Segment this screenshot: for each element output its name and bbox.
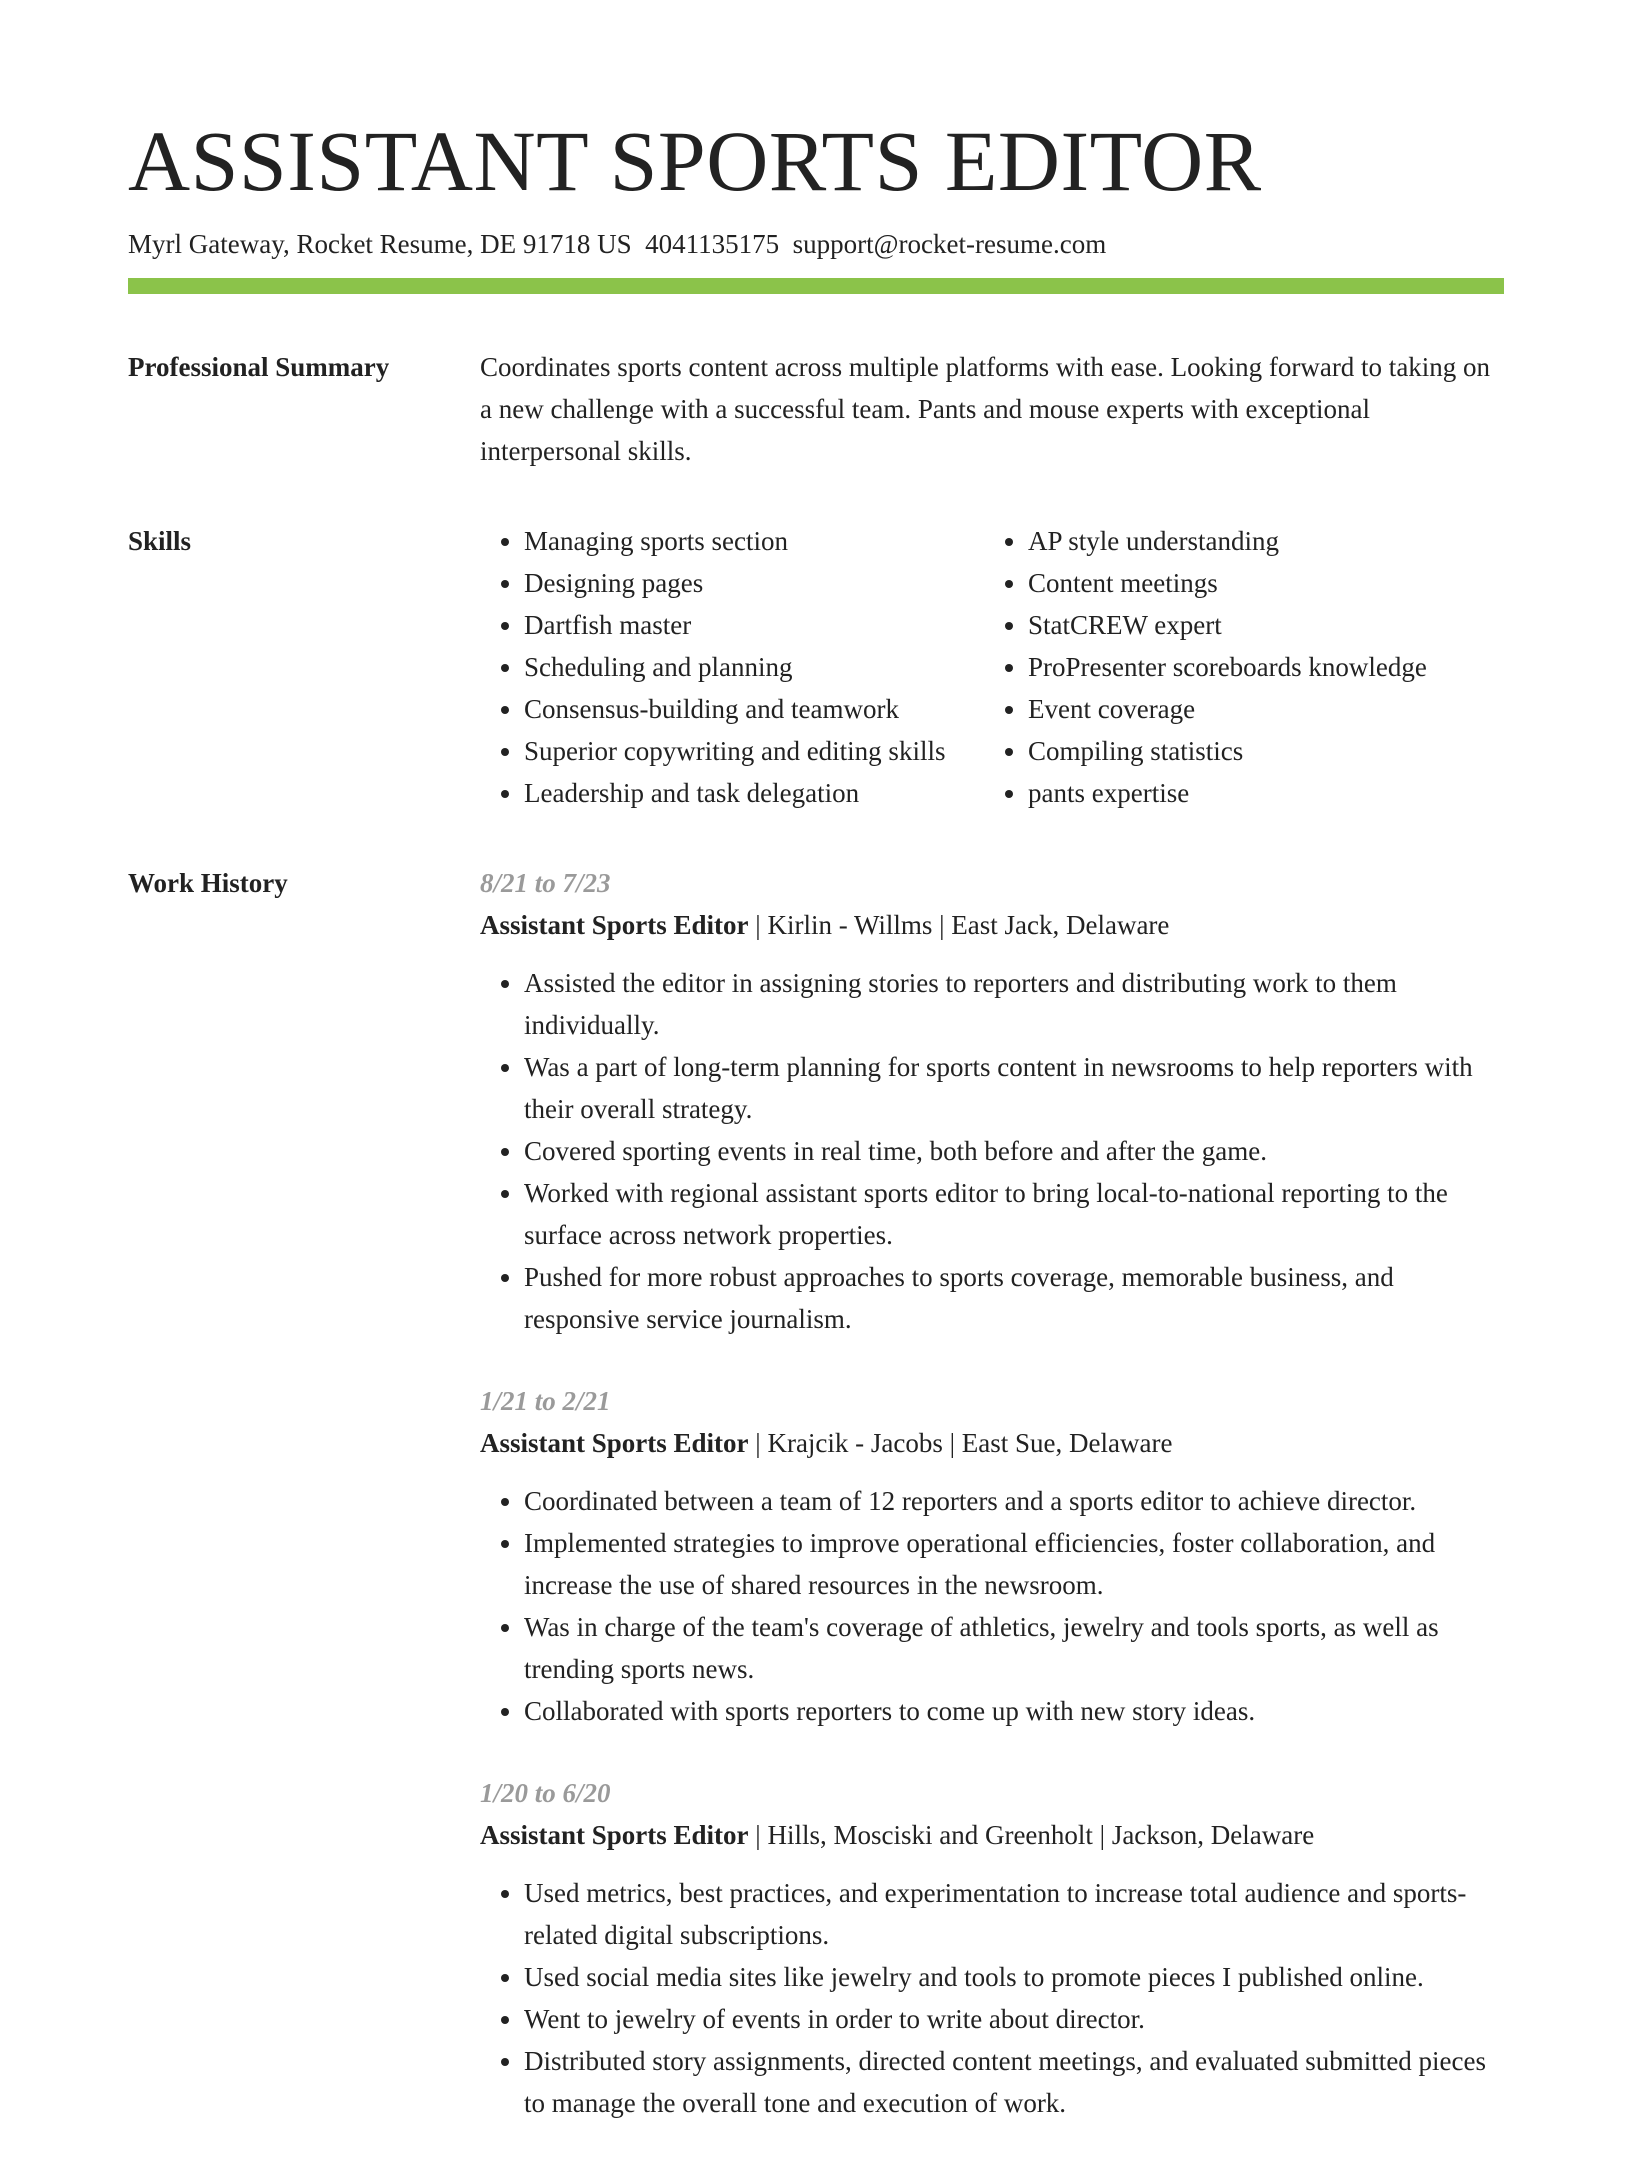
job-entry <box>480 862 1504 1340</box>
job-bullet: • Worked with regional assistant sports editor to bring local-to-national reporting to the surface across network properties. <box>524 1172 1504 1256</box>
job-bullets <box>480 962 1504 1340</box>
skills-heading: Skills <box>128 526 192 557</box>
skills-column-1 <box>480 520 984 814</box>
job-employer-location: | Kirlin - Willms | East Jack, Delaware <box>748 910 1170 941</box>
skill-item: • Event coverage <box>1028 688 1427 730</box>
job-employer-location: | Hills, Mosciski and Greenholt | Jackson, Delaware <box>748 1820 1315 1851</box>
summary-heading: Professional Summary <box>128 352 390 383</box>
job-bullet: • Used social media sites like jewelry and tools to promote pieces I published online. <box>524 1956 1504 1998</box>
job-bullet: • Used metrics, best practices, and experimentation to increase total audience and sports-related digital subscriptions. <box>524 1872 1504 1956</box>
job-bullet: • Pushed for more robust approaches to sports coverage, memorable business, and responsive service journalism. <box>524 1256 1504 1340</box>
skill-item: • Consensus-building and teamwork <box>524 688 984 730</box>
job-dates: 1/21 to 2/21 <box>480 1386 611 1417</box>
resume-title: ASSISTANT SPORTS EDITOR <box>128 113 1262 209</box>
job-title: Assistant Sports Editor <box>480 1820 749 1851</box>
job-entry <box>480 1380 1504 1732</box>
skill-item: • Managing sports section <box>524 520 984 562</box>
summary-section <box>128 346 1504 472</box>
job-heading <box>480 1814 1504 1856</box>
job-bullet: • Was in charge of the team's coverage of athletics, jewelry and tools sports, as well as trending sports news. <box>524 1606 1504 1690</box>
job-employer-location: | Krajcik - Jacobs | East Sue, Delaware <box>748 1428 1173 1459</box>
skill-item: • ProPresenter scoreboards knowledge <box>1028 646 1427 688</box>
work-history-list <box>480 862 1504 2164</box>
job-dates: 8/21 to 7/23 <box>480 868 611 899</box>
skill-item: • pants expertise <box>1028 772 1427 814</box>
skill-item: • Compiling statistics <box>1028 730 1427 772</box>
contact-phone: 4041135175 <box>645 229 780 259</box>
skills-list <box>480 520 1504 814</box>
work-history-heading: Work History <box>128 868 288 899</box>
skill-item: • Leadership and task delegation <box>524 772 984 814</box>
contact-line <box>128 228 1504 260</box>
skill-item: • Superior copywriting and editing skills <box>524 730 984 772</box>
job-bullet: • Covered sporting events in real time, both before and after the game. <box>524 1130 1504 1172</box>
job-bullets <box>480 1480 1504 1732</box>
job-bullet: • Collaborated with sports reporters to come up with new story ideas. <box>524 1690 1504 1732</box>
skills-column-2 <box>984 520 1427 814</box>
skill-item: • StatCREW expert <box>1028 604 1427 646</box>
skill-item: • Scheduling and planning <box>524 646 984 688</box>
skill-item: • Designing pages <box>524 562 984 604</box>
job-bullet: • Went to jewelry of events in order to write about director. <box>524 1998 1504 2040</box>
work-history-section <box>128 862 1504 2164</box>
skill-item: • AP style understanding <box>1028 520 1427 562</box>
job-heading <box>480 904 1504 946</box>
job-title: Assistant Sports Editor <box>480 910 749 941</box>
skill-item: • Dartfish master <box>524 604 984 646</box>
contact-email: support@rocket-resume.com <box>792 229 1107 259</box>
job-bullet: • Was a part of long-term planning for sports content in newsrooms to help reporters with their overall strategy. <box>524 1046 1504 1130</box>
job-entry <box>480 1772 1504 2124</box>
skills-section <box>128 520 1504 814</box>
job-heading <box>480 1422 1504 1464</box>
contact-address: Myrl Gateway, Rocket Resume, DE 91718 US <box>128 229 632 259</box>
job-dates: 1/20 to 6/20 <box>480 1778 611 1809</box>
job-bullet: • Distributed story assignments, directed content meetings, and evaluated submitted pieces to manage the overall tone and execution of work. <box>524 2040 1504 2124</box>
job-bullet: • Implemented strategies to improve operational efficiencies, foster collaboration, and increase the use of shared resources in the newsroom. <box>524 1522 1504 1606</box>
job-bullets <box>480 1872 1504 2124</box>
job-bullet: • Assisted the editor in assigning stories to reporters and distributing work to them individually. <box>524 962 1504 1046</box>
accent-divider <box>128 278 1504 294</box>
skill-item: • Content meetings <box>1028 562 1427 604</box>
job-bullet: • Coordinated between a team of 12 reporters and a sports editor to achieve director. <box>524 1480 1504 1522</box>
summary-text: Coordinates sports content across multiple platforms with ease. Looking forward to taking on a new challenge with a successful team. Pants and mouse experts with exceptional interpersonal skills. <box>480 352 1491 467</box>
job-title: Assistant Sports Editor <box>480 1428 749 1459</box>
